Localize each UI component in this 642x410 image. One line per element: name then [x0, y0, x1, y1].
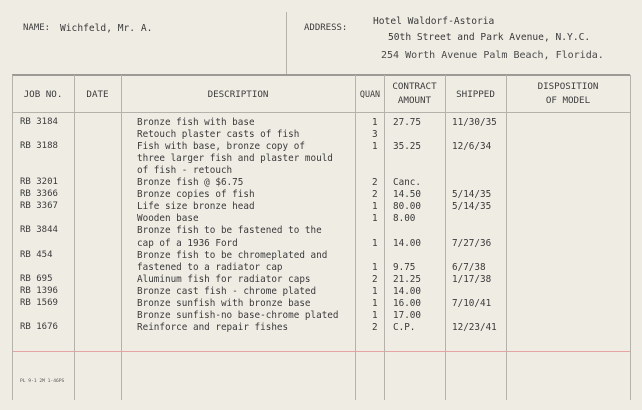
shipped-date: 1/17/38 — [452, 273, 492, 285]
description: Bronze fish with base — [137, 116, 255, 128]
header-rule-bottom — [12, 112, 630, 113]
description: Reinforce and repair fishes — [137, 322, 289, 334]
col-header-date: DATE — [86, 89, 109, 100]
red-rule — [12, 351, 630, 352]
description: Bronze fish @ $6.75 — [137, 177, 244, 188]
col-header-quan: QUAN — [359, 89, 381, 99]
col-header-description: DESCRIPTION — [207, 89, 269, 100]
job-number: RB 3201 — [20, 177, 58, 187]
shipped-date: 7/27/36 — [452, 237, 492, 249]
job-number: RB 3188 — [20, 140, 58, 151]
description: Bronze fish to be chromeplated and — [137, 249, 328, 261]
contract-amount: Canc. — [393, 177, 421, 188]
contract-amount: 14.00 — [393, 237, 421, 249]
job-number: RB 695 — [20, 273, 53, 284]
header-rule-top — [12, 74, 630, 76]
col-header-job: JOB NO. — [23, 89, 63, 100]
header-divider — [286, 12, 287, 74]
description: Bronze sunfish with bronze base — [137, 298, 311, 309]
quantity: 1 — [372, 116, 378, 128]
contract-amount: 16.00 — [393, 298, 421, 309]
quantity: 2 — [372, 273, 378, 285]
job-number: RB 1676 — [20, 322, 58, 333]
col-line-right — [630, 75, 631, 400]
description: Fish with base, bronze copy of — [137, 140, 305, 152]
contract-amount: 17.00 — [393, 310, 421, 322]
description: Wooden base — [137, 213, 199, 225]
shipped-date: 5/14/35 — [452, 201, 492, 213]
job-number: RB 3366 — [20, 189, 58, 200]
job-number: RB 1396 — [20, 285, 58, 296]
col-header-disposition-2: OF MODEL — [545, 95, 591, 106]
col-line-date — [74, 75, 75, 400]
col-line-shipped — [445, 75, 446, 400]
col-line-quan — [355, 75, 356, 400]
contract-amount: 21.25 — [393, 273, 421, 285]
col-line-disposition — [506, 75, 507, 400]
address-line-3: 254 Worth Avenue Palm Beach, Florida. — [381, 50, 604, 61]
contract-amount: 27.75 — [393, 116, 421, 128]
quantity: 1 — [372, 201, 378, 213]
quantity: 1 — [372, 310, 378, 322]
shipped-date: 12/6/34 — [452, 140, 492, 152]
job-number: RB 454 — [20, 249, 53, 260]
form-number: PL 9-1 2M 1-46PS — [20, 379, 65, 384]
contract-amount: 80.00 — [393, 201, 421, 213]
shipped-date: 11/30/35 — [452, 116, 497, 128]
job-number: RB 3844 — [20, 225, 58, 236]
shipped-date: 12/23/41 — [452, 322, 497, 334]
quantity: 3 — [372, 128, 378, 140]
shipped-date: 6/7/38 — [452, 261, 486, 273]
col-line-desc — [121, 75, 122, 400]
quantity: 1 — [372, 140, 378, 152]
col-header-amount-1: CONTRACT — [392, 81, 437, 92]
contract-amount: 8.00 — [393, 213, 416, 225]
quantity: 1 — [372, 285, 378, 297]
shipped-date: 5/14/35 — [452, 189, 492, 201]
quantity: 1 — [372, 298, 378, 309]
description: fastened to a radiator cap — [137, 261, 283, 273]
contract-amount: C.P. — [393, 322, 416, 334]
contract-amount: 9.75 — [393, 261, 416, 273]
col-header-shipped: SHIPPED — [456, 89, 495, 100]
col-line-job — [12, 75, 13, 400]
quantity: 1 — [372, 213, 378, 225]
contract-amount: 14.50 — [393, 189, 421, 201]
quantity: 2 — [372, 189, 378, 201]
description: of fish - retouch — [137, 164, 233, 176]
job-number: RB 1569 — [20, 298, 58, 308]
col-line-amount — [384, 75, 385, 400]
job-number: RB 3367 — [20, 201, 58, 212]
shipped-date: 7/10/41 — [452, 298, 492, 309]
name-value: Wichfeld, Mr. A. — [60, 23, 153, 34]
quantity: 2 — [372, 322, 378, 334]
description: cap of a 1936 Ford — [137, 237, 238, 249]
job-number: RB 3184 — [20, 116, 58, 127]
address-line-2: 50th Street and Park Avenue, N.Y.C. — [388, 32, 591, 43]
description: Bronze copies of fish — [137, 189, 255, 201]
address-line-1: Hotel Waldorf-Astoria — [373, 16, 495, 27]
description: Life size bronze head — [137, 201, 255, 213]
description: Aluminum fish for radiator caps — [137, 273, 311, 285]
contract-amount: 14.00 — [393, 285, 421, 297]
name-label: NAME: — [23, 23, 51, 33]
description: Bronze fish to be fastened to the — [137, 225, 322, 237]
description: Bronze cast fish - chrome plated — [137, 285, 317, 297]
quantity: 2 — [372, 177, 378, 188]
col-header-disposition-1: DISPOSITION — [537, 81, 599, 92]
description: Bronze sunfish-no base-chrome plated — [137, 310, 339, 322]
description: three larger fish and plaster mould — [137, 152, 333, 164]
quantity: 1 — [372, 261, 378, 273]
quantity: 1 — [372, 237, 378, 249]
col-header-amount-2: AMOUNT — [397, 95, 432, 106]
contract-amount: 35.25 — [393, 140, 421, 152]
description: Retouch plaster casts of fish — [137, 128, 300, 140]
address-label: ADDRESS: — [304, 23, 348, 33]
